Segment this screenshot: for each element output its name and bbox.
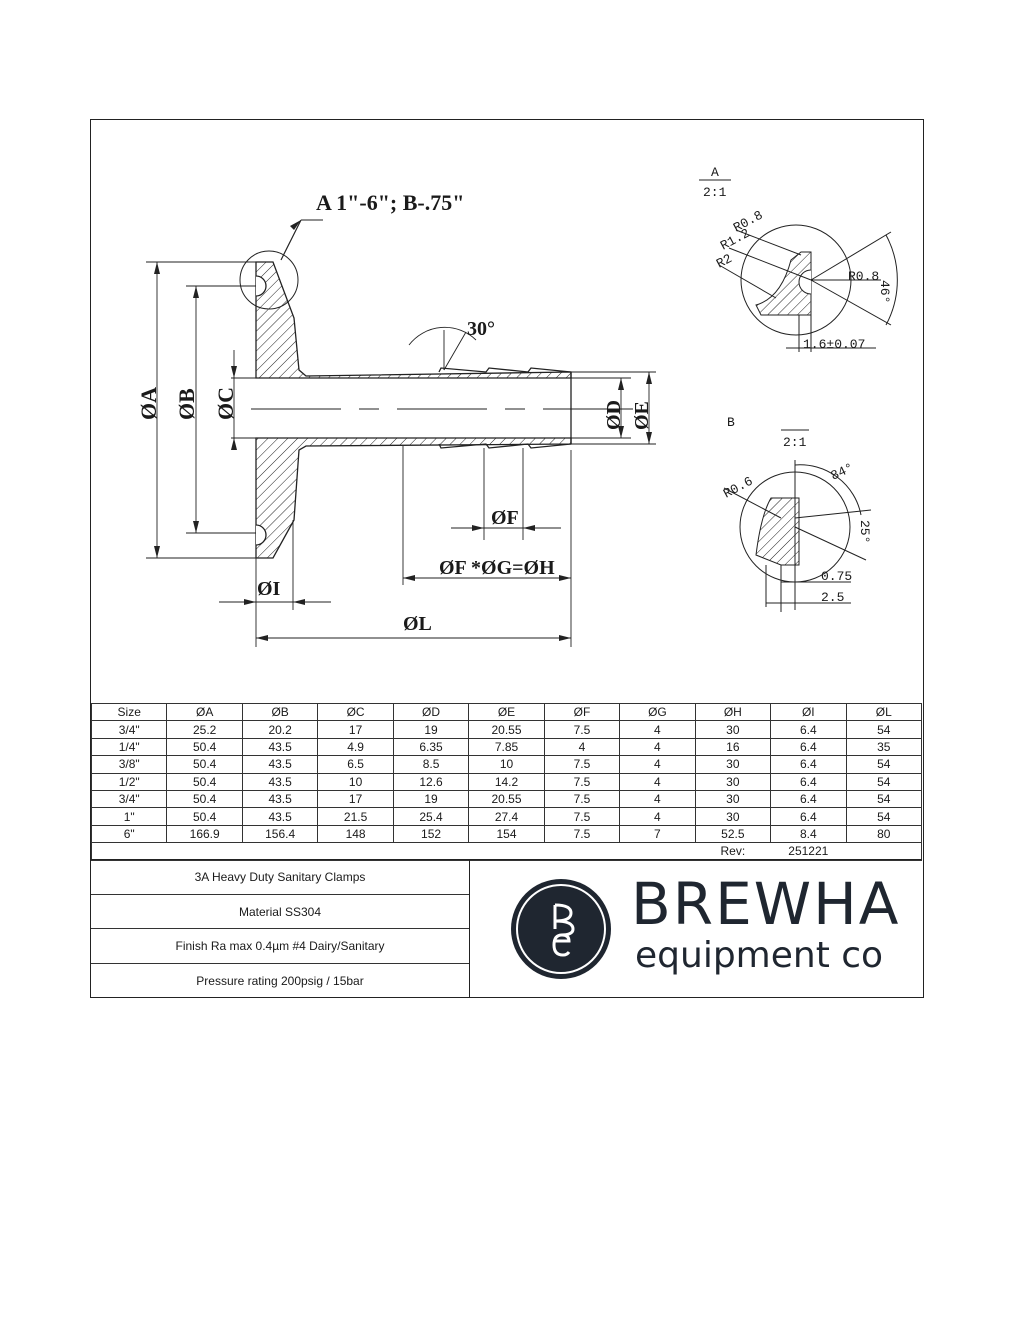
detail-a-radius-1: R0.8 [730, 207, 766, 236]
dim-c-label: ØC [213, 387, 238, 420]
col-h: ØH [695, 704, 770, 721]
table-cell: 4 [544, 738, 619, 755]
note-product: 3A Heavy Duty Sanitary Clamps [91, 860, 469, 895]
detail-a-thickness: 1.6±0.07 [803, 337, 866, 352]
table-cell: 6.4 [771, 738, 846, 755]
table-cell: 6.4 [771, 808, 846, 825]
table-cell: 16 [695, 738, 770, 755]
empty-cell [242, 843, 317, 860]
table-cell: 6.4 [771, 721, 846, 738]
dim-l-label: ØL [403, 613, 432, 635]
table-row [92, 790, 922, 807]
note-finish: Finish Ra max 0.4µm #4 Dairy/Sanitary [91, 929, 469, 964]
table-row [92, 738, 922, 755]
table-cell: 8.5 [393, 756, 468, 773]
table-cell: 166.9 [167, 825, 242, 842]
dimension-table [91, 703, 922, 861]
table-cell: 25.4 [393, 808, 468, 825]
table-cell: 6" [92, 825, 167, 842]
dim-d-label: ØD [603, 400, 625, 430]
logo-monogram-icon [509, 877, 613, 981]
col-c: ØC [318, 704, 393, 721]
table-row [92, 756, 922, 773]
detail-a-radius-2: R1.2 [717, 225, 753, 254]
table-cell: 7.5 [544, 773, 619, 790]
logo-tagline: equipment co [635, 935, 884, 976]
detail-b-dim-1: 0.75 [821, 569, 853, 584]
table-cell: 21.5 [318, 808, 393, 825]
dim-f-label: ØF [491, 507, 519, 529]
detail-a-radius-3: R2 [713, 250, 735, 272]
table-cell: 3/8" [92, 756, 167, 773]
table-cell: 4 [620, 773, 695, 790]
title-block [91, 859, 922, 998]
table-cell: 154 [469, 825, 544, 842]
table-cell: 50.4 [167, 738, 242, 755]
table-cell: 6.4 [771, 790, 846, 807]
table-cell: 3/4" [92, 790, 167, 807]
table-cell: 50.4 [167, 790, 242, 807]
rev-label: Rev: [695, 843, 770, 860]
table-row [92, 721, 922, 738]
empty-cell [544, 843, 619, 860]
table-header-row [92, 704, 922, 721]
table-cell: 54 [846, 721, 921, 738]
table-cell: 7.5 [544, 790, 619, 807]
col-l: ØL [846, 704, 921, 721]
table-cell: 54 [846, 790, 921, 807]
table-cell: 4 [620, 738, 695, 755]
table-row [92, 773, 922, 790]
table-cell: 30 [695, 808, 770, 825]
table-cell: 4.9 [318, 738, 393, 755]
table-cell: 30 [695, 756, 770, 773]
table-cell: 4 [620, 721, 695, 738]
detail-a-angle: 46° [877, 280, 892, 304]
table-cell: 6.35 [393, 738, 468, 755]
table-cell: 30 [695, 773, 770, 790]
table-row [92, 825, 922, 842]
note-pressure: Pressure rating 200psig / 15bar [196, 973, 364, 988]
table-cell: 30 [695, 790, 770, 807]
table-cell: 14.2 [469, 773, 544, 790]
table-cell: 4 [620, 808, 695, 825]
table-row [92, 808, 922, 825]
table-cell: 54 [846, 756, 921, 773]
table-cell: 20.55 [469, 721, 544, 738]
detail-b-angle-2: 25° [857, 520, 872, 544]
empty-cell [846, 843, 921, 860]
table-cell: 20.55 [469, 790, 544, 807]
table-cell: 1" [92, 808, 167, 825]
table-cell: 54 [846, 808, 921, 825]
table-cell: 19 [393, 790, 468, 807]
table-cell: 20.2 [242, 721, 317, 738]
table-cell: 7 [620, 825, 695, 842]
dim-i-label: ØI [257, 578, 281, 600]
col-f: ØF [544, 704, 619, 721]
table-cell: 12.6 [393, 773, 468, 790]
table-cell: 17 [318, 721, 393, 738]
table-cell: 6.4 [771, 756, 846, 773]
drawing-sheet [90, 119, 924, 998]
table-cell: 7.85 [469, 738, 544, 755]
logo-brand: BREWHA [631, 870, 901, 938]
empty-cell [620, 843, 695, 860]
table-cell: 7.5 [544, 808, 619, 825]
col-d: ØD [393, 704, 468, 721]
rev-value: 251221 [771, 843, 846, 860]
dim-a-label: ØA [136, 387, 161, 420]
table-cell: 43.5 [242, 773, 317, 790]
table-cell: 50.4 [167, 808, 242, 825]
table-cell: 80 [846, 825, 921, 842]
detail-b-dim-2: 2.5 [821, 590, 845, 605]
table-cell: 19 [393, 721, 468, 738]
table-cell: 25.2 [167, 721, 242, 738]
notes-column [91, 860, 470, 998]
table-cell: 54 [846, 773, 921, 790]
empty-cell [167, 843, 242, 860]
table-cell: 152 [393, 825, 468, 842]
angle-label: 30° [467, 318, 495, 340]
table-cell: 4 [620, 790, 695, 807]
table-cell: 27.4 [469, 808, 544, 825]
empty-cell [469, 843, 544, 860]
table-cell: 7.5 [544, 825, 619, 842]
table-cell: 35 [846, 738, 921, 755]
col-size: Size [92, 704, 167, 721]
detail-b-angle-1: 84° [828, 460, 856, 484]
col-a: ØA [167, 704, 242, 721]
empty-cell [318, 843, 393, 860]
empty-cell [393, 843, 468, 860]
detail-a-scale: 2:1 [703, 185, 727, 200]
col-b: ØB [242, 704, 317, 721]
table-cell: 156.4 [242, 825, 317, 842]
table-cell: 43.5 [242, 738, 317, 755]
col-e: ØE [469, 704, 544, 721]
table-cell: 43.5 [242, 790, 317, 807]
table-cell: 8.4 [771, 825, 846, 842]
table-cell: 52.5 [695, 825, 770, 842]
table-cell: 7.5 [544, 721, 619, 738]
detail-callout: A 1"-6"; B-.75" [316, 190, 465, 215]
detail-b-title: B [727, 415, 735, 430]
col-i: ØI [771, 704, 846, 721]
table-cell: 3/4" [92, 721, 167, 738]
table-cell: 6.4 [771, 773, 846, 790]
detail-b-scale: 2:1 [783, 435, 807, 450]
empty-cell [92, 843, 167, 860]
table-cell: 43.5 [242, 808, 317, 825]
table-cell: 43.5 [242, 756, 317, 773]
dim-e-label: ØE [631, 401, 653, 430]
table-cell: 6.5 [318, 756, 393, 773]
brewha-logo [471, 860, 922, 998]
technical-drawing [91, 120, 922, 702]
detail-a-title: A [711, 165, 719, 180]
table-cell: 50.4 [167, 756, 242, 773]
dim-fgh-label: ØF *ØG=ØH [439, 557, 555, 579]
revision-row [92, 843, 922, 860]
table-cell: 10 [318, 773, 393, 790]
table-cell: 30 [695, 721, 770, 738]
table-cell: 1/2" [92, 773, 167, 790]
table-cell: 148 [318, 825, 393, 842]
detail-a-radius-4: R0.8 [848, 269, 880, 284]
table-cell: 1/4" [92, 738, 167, 755]
table-cell: 4 [620, 756, 695, 773]
table-cell: 50.4 [167, 773, 242, 790]
table-cell: 7.5 [544, 756, 619, 773]
detail-b-radius: R0.6 [720, 473, 756, 502]
dim-b-label: ØB [174, 388, 199, 420]
col-g: ØG [620, 704, 695, 721]
table-cell: 10 [469, 756, 544, 773]
note-material: Material SS304 [91, 895, 469, 930]
table-cell: 17 [318, 790, 393, 807]
